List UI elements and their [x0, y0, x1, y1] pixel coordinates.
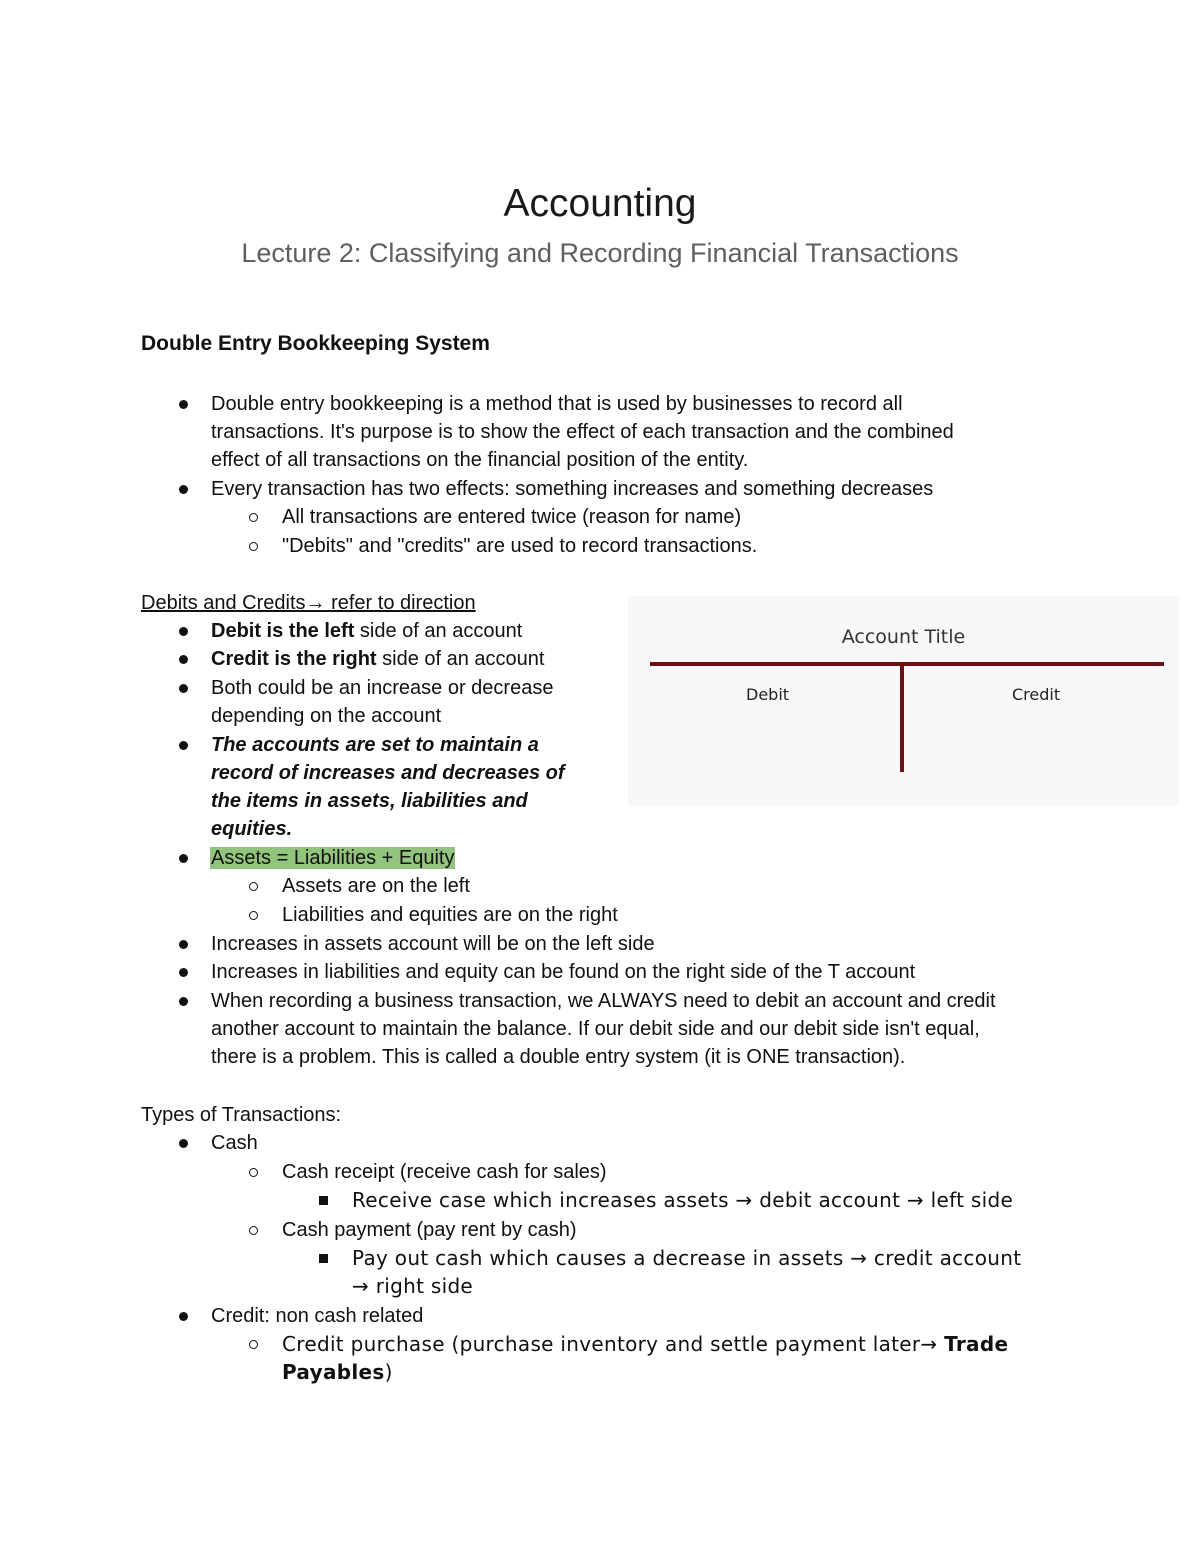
list-item: Cash: [211, 1132, 258, 1154]
list-item: Cash receipt (receive cash for sales): [282, 1161, 607, 1183]
list-item: Receive case which increases assets → debit account → left side: [352, 1188, 1014, 1212]
document-title: Accounting: [503, 182, 697, 225]
paragraph-line: Double entry bookkeeping is a method that is used by businesses to record all: [211, 393, 903, 415]
paragraph-line: another account to maintain the balance. If our debit side and our debit side isn't equal,: [211, 1018, 980, 1040]
bullet-icon: [179, 997, 188, 1006]
highlighted-text: Assets = Liabilities + Equity: [211, 847, 455, 869]
list-item: All transactions are entered twice (reason for name): [282, 506, 742, 528]
text: ): [384, 1360, 393, 1384]
text: Credit purchase (purchase inventory and settle payment later→: [282, 1332, 945, 1356]
list-item: Assets are on the left: [282, 875, 470, 897]
paragraph-line: equities.: [211, 818, 293, 840]
bullet-icon: [179, 655, 188, 664]
list-item: [282, 1330, 1008, 1358]
paragraph-line: Pay out cash which causes a decrease in assets → credit account: [352, 1246, 1022, 1270]
bullet-icon: [179, 1139, 188, 1148]
bullet-icon: [179, 485, 188, 494]
paragraph-line: When recording a business transaction, we ALWAYS need to debit an account and credit: [211, 990, 996, 1012]
t-account-debit-label: Debit: [746, 685, 790, 704]
t-account-credit-label: Credit: [1012, 685, 1061, 704]
section-heading-double-entry: Double Entry Bookkeeping System: [141, 332, 490, 355]
document-subtitle: Lecture 2: Classifying and Recording Financial Transactions: [241, 238, 959, 268]
square-bullet-icon: [319, 1254, 328, 1263]
hollow-bullet-icon: [249, 911, 258, 920]
t-account-diagram: [628, 596, 1179, 806]
hollow-bullet-icon: [249, 1226, 258, 1235]
list-item: [211, 617, 522, 645]
section-heading-debits-credits: Debits and Credits→ refer to direction: [141, 592, 476, 614]
text: side of an account: [354, 620, 523, 642]
bullet-icon: [179, 968, 188, 977]
paragraph-line: there is a problem. This is called a double entry system (it is ONE transaction).: [211, 1046, 906, 1068]
bold-text: Trade: [944, 1332, 1009, 1356]
list-item: Credit: non cash related: [211, 1305, 424, 1327]
list-item: [211, 645, 544, 673]
paragraph-line: depending on the account: [211, 705, 442, 727]
paragraph-line: effect of all transactions on the financial position of the entity.: [211, 449, 749, 471]
bullet-icon: [179, 940, 188, 949]
hollow-bullet-icon: [249, 1340, 258, 1349]
t-account-title: Account Title: [841, 626, 966, 648]
bold-text: Payables: [282, 1360, 385, 1384]
paragraph-line: record of increases and decreases of: [211, 762, 565, 784]
bullet-icon: [179, 1312, 188, 1321]
paragraph-line: transactions. It's purpose is to show the effect of each transaction and the combined: [211, 421, 954, 443]
list-item: Increases in assets account will be on the left side: [211, 933, 655, 955]
paragraph-line: Both could be an increase or decrease: [211, 677, 554, 699]
bullet-icon: [179, 741, 188, 750]
text: side of an account: [376, 648, 545, 670]
bullet-icon: [179, 684, 188, 693]
hollow-bullet-icon: [249, 1168, 258, 1177]
square-bullet-icon: [319, 1196, 328, 1205]
bold-text: Debit is the left: [211, 620, 355, 642]
bullet-icon: [179, 627, 188, 636]
paragraph-line: [282, 1358, 393, 1386]
hollow-bullet-icon: [249, 542, 258, 551]
paragraph-line: the items in assets, liabilities and: [211, 790, 528, 812]
t-account-vertical-line: [900, 664, 904, 772]
accounting-equation: [210, 844, 455, 872]
paragraph-line: The accounts are set to maintain a: [211, 734, 539, 756]
t-account-horizontal-line: [650, 662, 1164, 666]
hollow-bullet-icon: [249, 513, 258, 522]
list-item: Cash payment (pay rent by cash): [282, 1219, 577, 1241]
list-item: Every transaction has two effects: something increases and something decreases: [211, 478, 934, 500]
list-item: Liabilities and equities are on the right: [282, 904, 618, 926]
section-heading-types: Types of Transactions:: [141, 1104, 342, 1126]
bullet-icon: [179, 854, 188, 863]
list-item: Increases in liabilities and equity can be found on the right side of the T account: [211, 961, 916, 983]
bullet-icon: [179, 400, 188, 409]
list-item: "Debits" and "credits" are used to record transactions.: [282, 535, 758, 557]
paragraph-line: → right side: [352, 1274, 474, 1298]
bold-text: Credit is the right: [211, 648, 377, 670]
hollow-bullet-icon: [249, 882, 258, 891]
